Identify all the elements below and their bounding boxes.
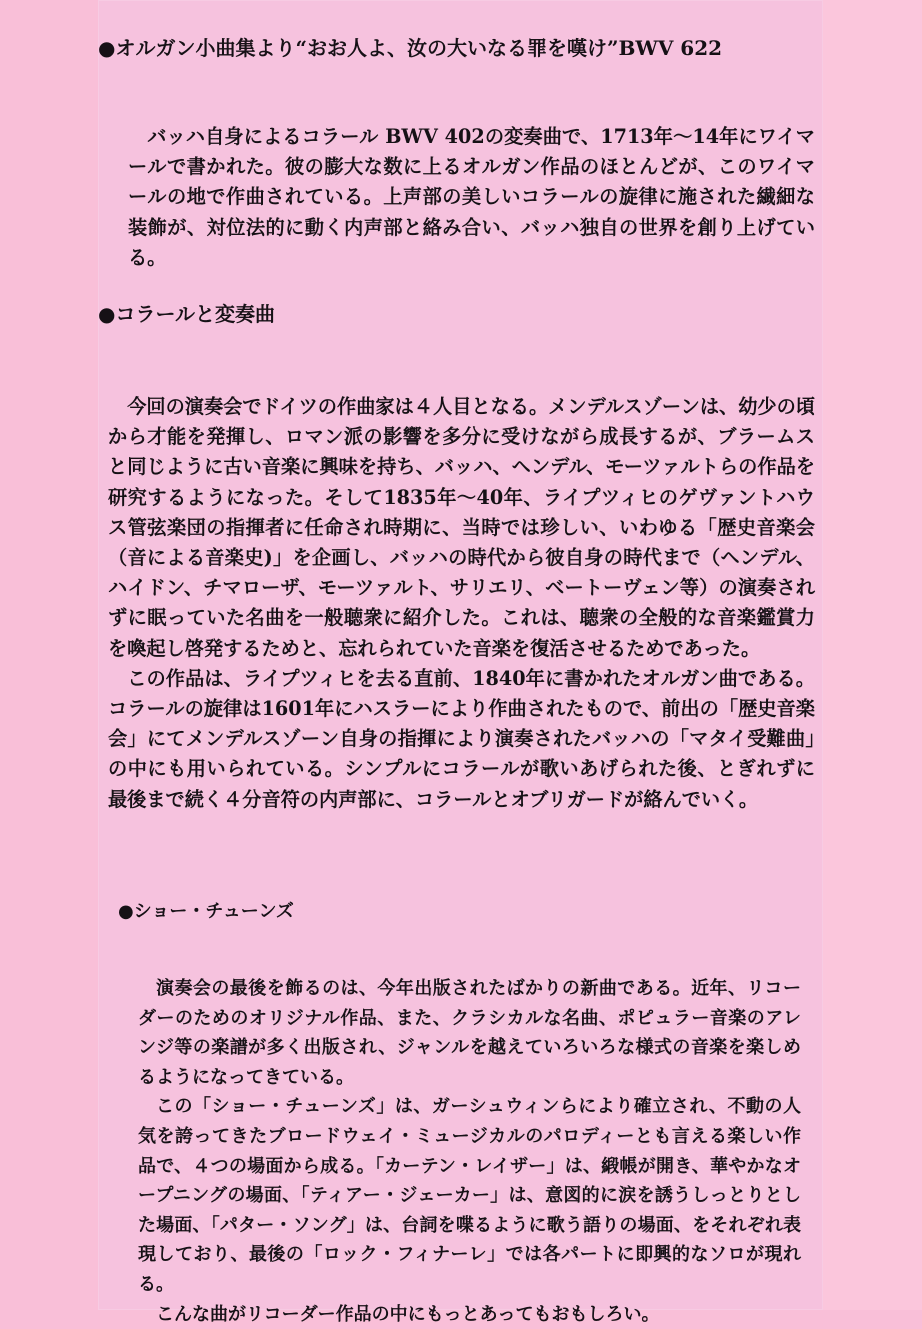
paragraph: この作品は、ライプツィヒを去る直前、1840年に書かれたオルガン曲である。コラールの旋律は1601年にハスラーにより作曲されたもので、前出の「歴史音楽会」にてメンデルスゾーン自身の指揮により演奏されたバッハの「マタイ受難曲」の中にも用いられている。シンプルにコラールが歌いあげられた後、とぎれずに最後まで続く４分音符の内声部に、コラールとオブリガードが絡んでいく。 <box>108 666 815 811</box>
paragraph: 今回の演奏会でドイツの作曲家は４人目となる。メンデルスゾーンは、幼少の頃から才能を発揮し、ロマン派の影響を多分に受けながら成長するが、ブラームスと同じように古い音楽に興味を持ち、バッハ、ヘンデル、モーツァルトらの作品を研究するようになった。そして1835年〜40年、ライプツィヒのゲヴァントハウス管弦楽団の指揮者に任命され時期に、当時では珍しい、いわゆる「歴史音楽会（音による音楽史)」を企画し、バッハの時代から彼自身の時代まで（ヘンデル、ハイドン、チマローザ、モーツァルト、サリエリ、ベートーヴェン等）の演奏されずに眠っていた名曲を一般聴衆に紹介した。これは、聴衆の全般的な音楽鑑賞力を喚起し啓発するためと、忘れられていた音楽を復活させるためであった。 <box>108 395 815 660</box>
paragraph: この「ショー・チューンズ」は、ガーシュウィンらにより確立され、不動の人気を誇ってきたブロードウェイ・ミュージカルのパロディーとも言える楽しい作品で、４つの場面から成る。「カーテン・レイザー」は、緞帳が開き、華やかなオープニングの場面、「ティアー・ジェーカー」は、意図的に涙を誘うしっとりとした場面、「パター・ソング」は、台詞を喋るように歌う語りの場面、をそれぞれ表現しており、最後の「ロック・フィナーレ」では各パートに即興的なソロが現れる。 <box>138 1096 801 1295</box>
document-page <box>98 0 823 1325</box>
paragraph: 演奏会の最後を飾るのは、今年出版されたばかりの新曲である。近年、リコーダーのためのオリジナル作品、また、クラシカルな名曲、ポピュラー音楽のアレンジ等の楽譜が多く出版され、ジャンルを越えていろいろな様式の音楽を楽しめるようになってきている。 <box>138 978 801 1088</box>
paragraph: こんな曲がリコーダー作品の中にもっとあってもおもしろい。 <box>156 1303 660 1325</box>
section-heading: ●オルガン小曲集より“おお人よ、汝の大いなる罪を嘆け”BWV 622 <box>98 36 723 60</box>
section-heading: ●コラールと変奏曲 <box>98 302 276 326</box>
section-organ-chorale <box>98 34 823 273</box>
section-chorale-variations <box>98 300 823 815</box>
paragraph: バッハ自身によるコラール BWV 402の変奏曲で、1713年〜14年にワイマールで書かれた。彼の膨大な数に上るオルガン作品のほとんどが、このワイマールの地で作曲されている。上声部の美しいコラールの旋律に施された繊細な装飾が、対位法的に動く内声部と絡み合い、バッハ独自の世界を創り上げている。 <box>128 125 815 269</box>
section-show-tunes <box>98 898 823 1329</box>
section-heading: ●ショー・チューンズ <box>118 901 294 922</box>
page-background-edge <box>823 0 922 1310</box>
